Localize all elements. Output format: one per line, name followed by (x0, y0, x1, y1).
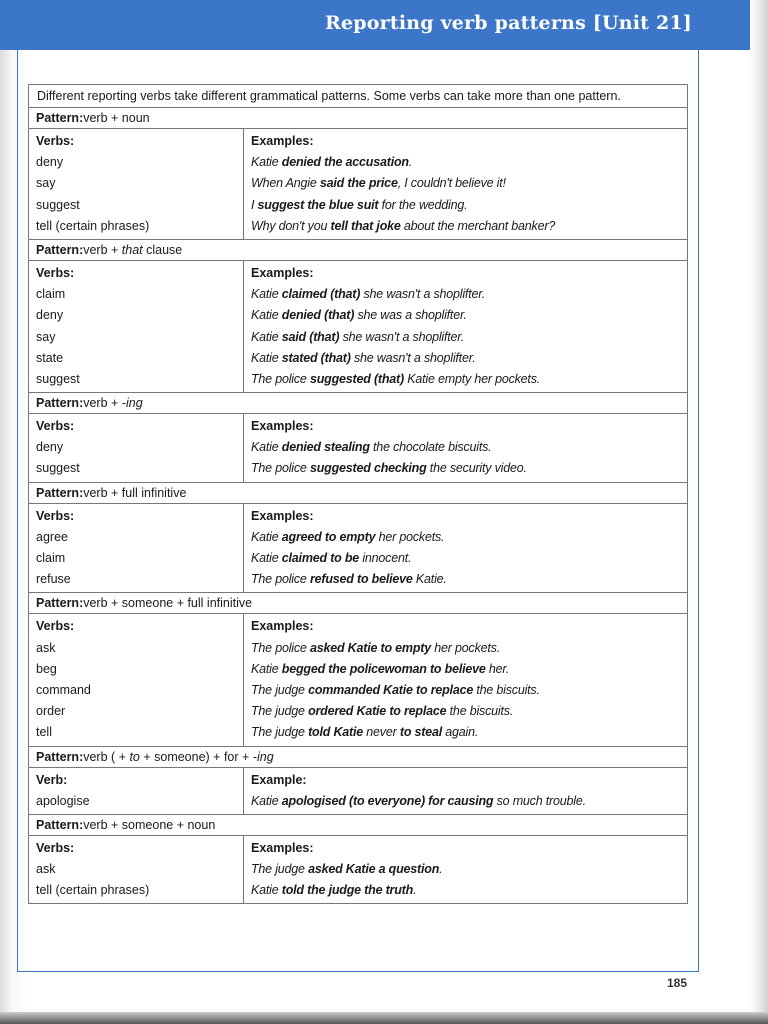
examples-column (244, 503, 688, 593)
example-segment: claimed (that) (281, 287, 361, 302)
intro-row (29, 85, 688, 108)
example-sentence (251, 369, 680, 390)
example-segment: Katie empty her pockets. (403, 371, 541, 386)
verbs-header: Verbs: (36, 508, 75, 523)
example-sentence (251, 569, 680, 590)
example-sentence (251, 216, 680, 237)
pattern-row (29, 814, 688, 835)
table-body (29, 85, 688, 904)
example-segment: suggested (that) (309, 371, 404, 386)
examples-header: Example: (251, 772, 307, 787)
example-segment: ordered Katie to replace (308, 704, 447, 719)
verb-item: say (36, 329, 56, 344)
verb-item: deny (36, 155, 64, 170)
pattern-row (29, 746, 688, 767)
example-segment: she wasn't a shoplifter. (360, 287, 486, 302)
verbs-column (29, 767, 244, 814)
example-segment: apologised (to everyone) for causing (281, 793, 494, 808)
page-number: 185 (667, 976, 688, 990)
example-segment: Katie (251, 529, 282, 544)
example-segment: The police (251, 461, 310, 476)
example-sentence (251, 791, 680, 812)
verb-item: tell (36, 725, 52, 740)
pattern-text: -ing (252, 749, 274, 764)
example-segment: begged the policewoman to believe (281, 661, 486, 676)
content-row (29, 129, 688, 240)
example-segment: Why don't you (251, 218, 331, 233)
example-segment: denied (that) (281, 308, 355, 323)
example-segment: suggested checking (309, 461, 427, 476)
example-segment: tell that joke (330, 218, 401, 233)
example-segment: Katie (251, 551, 282, 565)
pattern-label: Pattern: (36, 396, 84, 411)
verbs-column (29, 414, 244, 483)
examples-header: Examples: (251, 619, 314, 634)
pattern-cell (29, 814, 688, 835)
verbs-column (29, 835, 244, 904)
verbs-column (29, 260, 244, 392)
pattern-text: verb + noun (83, 111, 150, 125)
example-segment: , I couldn't believe it! (397, 176, 506, 191)
page-title: Reporting verb patterns [Unit 21] (325, 12, 692, 34)
verb-item: apologise (36, 793, 90, 808)
verb-item: state (36, 350, 64, 365)
example-segment: about the merchant banker? (400, 218, 556, 233)
verb-item: suggest (36, 371, 80, 386)
examples-header: Examples: (251, 419, 314, 434)
example-segment: again. (442, 725, 479, 740)
example-segment: . (408, 155, 413, 170)
verb-item: suggest (36, 461, 80, 476)
verb-item: command (36, 682, 91, 697)
example-segment: she was a shoplifter. (354, 308, 467, 323)
pattern-text: verb + someone + noun (83, 817, 216, 832)
example-segment: Katie (251, 350, 282, 365)
pattern-row (29, 393, 688, 414)
example-segment: Katie (251, 308, 282, 323)
verb-item: ask (36, 640, 56, 655)
examples-column (244, 129, 688, 240)
verb-item: deny (36, 440, 64, 455)
verbs-header: Verbs: (36, 419, 75, 434)
pattern-text: verb ( + (83, 749, 130, 764)
verb-item: claim (36, 551, 66, 565)
example-sentence (251, 701, 680, 722)
verbs-column (29, 129, 244, 240)
example-segment: The police (251, 371, 310, 386)
examples-column (244, 414, 688, 483)
verbs-header: Verbs: (36, 134, 75, 148)
example-segment: The judge (251, 704, 309, 719)
example-sentence (251, 195, 680, 216)
verb-item: beg (36, 661, 57, 676)
example-segment: The judge (251, 862, 309, 877)
reporting-verbs-table (28, 84, 688, 904)
example-sentence (251, 152, 680, 173)
example-segment: asked Katie to empty (309, 640, 431, 655)
pattern-text: verb + (83, 396, 122, 411)
pattern-label: Pattern: (36, 749, 84, 764)
examples-column (244, 260, 688, 392)
verbs-header: Verbs: (36, 840, 75, 855)
example-segment: The police (251, 572, 310, 587)
example-segment: to steal (399, 725, 443, 740)
example-segment: her pockets. (431, 640, 500, 655)
page-edge (750, 0, 768, 1024)
example-segment: so much trouble. (493, 793, 586, 808)
pattern-label: Pattern: (36, 485, 84, 500)
verb-item: suggest (36, 197, 80, 212)
example-segment: . (439, 862, 443, 877)
pattern-text: verb + someone + full infinitive (83, 596, 253, 611)
example-segment: The judge (251, 682, 309, 697)
content-row (29, 414, 688, 483)
pattern-cell (29, 239, 688, 260)
verb-item: claim (36, 287, 66, 302)
example-segment: denied stealing (281, 440, 370, 455)
content-row (29, 767, 688, 814)
pattern-cell (29, 593, 688, 614)
verb-item: deny (36, 308, 64, 323)
example-segment: Katie (251, 155, 282, 170)
verb-item: order (36, 704, 66, 719)
scan-bottom-edge (0, 1012, 768, 1024)
example-segment: innocent. (359, 551, 412, 565)
example-segment: commanded Katie to replace (308, 682, 474, 697)
example-sentence (251, 173, 680, 194)
example-segment: her. (485, 661, 510, 676)
example-segment: The police (251, 640, 310, 655)
example-segment: refused to believe (309, 572, 413, 587)
example-segment: her pockets. (375, 529, 445, 544)
verbs-header: Verbs: (36, 619, 75, 634)
example-segment: told Katie (308, 725, 364, 740)
example-segment: she wasn't a shoplifter. (339, 329, 465, 344)
example-sentence (251, 327, 680, 348)
pattern-text: + someone) + for + (139, 749, 253, 764)
examples-header: Examples: (251, 508, 314, 523)
example-segment: the chocolate biscuits. (369, 440, 492, 455)
example-segment: claimed to be (281, 551, 360, 565)
pattern-row (29, 593, 688, 614)
example-segment: When Angie (251, 176, 320, 191)
verb-item: say (36, 176, 56, 191)
verb-item: refuse (36, 572, 71, 587)
example-segment: suggest the blue suit (257, 197, 379, 212)
example-segment: asked Katie a question (308, 862, 440, 877)
example-segment: told the judge the truth (281, 883, 414, 898)
example-segment: Katie. (412, 572, 447, 587)
example-segment: The judge (251, 725, 309, 740)
examples-header: Examples: (251, 840, 314, 855)
example-sentence (251, 659, 680, 680)
intro-text: Different reporting verbs take different grammatical patterns. Some verbs can take more than one pattern. (29, 85, 688, 108)
content-row (29, 260, 688, 392)
example-segment: the biscuits. (473, 682, 540, 697)
example-segment: Katie (251, 440, 282, 455)
examples-column (244, 767, 688, 814)
example-segment: said (that) (281, 329, 340, 344)
pattern-text: verb + full infinitive (83, 485, 187, 500)
examples-column (244, 835, 688, 904)
pattern-cell (29, 393, 688, 414)
content-row (29, 503, 688, 593)
pattern-row (29, 108, 688, 129)
verb-item: tell (certain phrases) (36, 883, 150, 898)
pattern-text: clause (142, 242, 183, 257)
verbs-column (29, 614, 244, 746)
example-segment: for the wedding. (378, 197, 468, 212)
example-sentence (251, 638, 680, 659)
example-sentence (251, 880, 680, 901)
pattern-label: Pattern: (36, 111, 84, 125)
verb-item: agree (36, 529, 68, 544)
header-bar (0, 0, 750, 50)
verb-item: tell (certain phrases) (36, 218, 150, 233)
example-segment: denied the accusation (281, 155, 409, 170)
verb-item: ask (36, 862, 56, 877)
pattern-text: that (121, 242, 143, 257)
pattern-label: Pattern: (36, 242, 84, 257)
example-segment: the biscuits. (446, 704, 514, 719)
pattern-cell (29, 482, 688, 503)
example-sentence (251, 284, 680, 305)
example-sentence (251, 305, 680, 326)
example-segment: said the price (319, 176, 398, 191)
pattern-cell (29, 108, 688, 129)
pattern-text: to (129, 749, 140, 764)
verbs-header: Verb: (36, 772, 68, 787)
pattern-row (29, 482, 688, 503)
verbs-header: Verbs: (36, 265, 75, 280)
example-segment: never (363, 725, 400, 740)
pattern-text: verb + (83, 242, 122, 257)
example-segment: stated (that) (281, 350, 351, 365)
content-row (29, 835, 688, 904)
example-sentence (251, 680, 680, 701)
pattern-label: Pattern: (36, 817, 84, 832)
pattern-row (29, 239, 688, 260)
example-sentence (251, 859, 680, 880)
example-sentence (251, 348, 680, 369)
example-segment: she wasn't a shoplifter. (350, 350, 476, 365)
examples-column (244, 614, 688, 746)
examples-header: Examples: (251, 134, 314, 148)
pattern-label: Pattern: (36, 596, 84, 611)
example-segment: Katie (251, 883, 282, 898)
example-segment: agreed to empty (281, 529, 376, 544)
example-segment: . (413, 883, 417, 898)
verbs-column (29, 503, 244, 593)
example-sentence (251, 437, 680, 458)
pattern-text: -ing (121, 396, 143, 411)
example-segment: I (251, 197, 258, 212)
content-row (29, 614, 688, 746)
example-sentence (251, 527, 680, 548)
example-sentence (251, 722, 680, 743)
examples-header: Examples: (251, 265, 314, 280)
pattern-cell (29, 746, 688, 767)
example-sentence (251, 548, 680, 569)
example-segment: Katie (251, 793, 282, 808)
example-segment: Katie (251, 661, 282, 676)
example-segment: the security video. (426, 461, 527, 476)
example-segment: Katie (251, 287, 282, 302)
example-segment: Katie (251, 329, 282, 344)
example-sentence (251, 458, 680, 479)
